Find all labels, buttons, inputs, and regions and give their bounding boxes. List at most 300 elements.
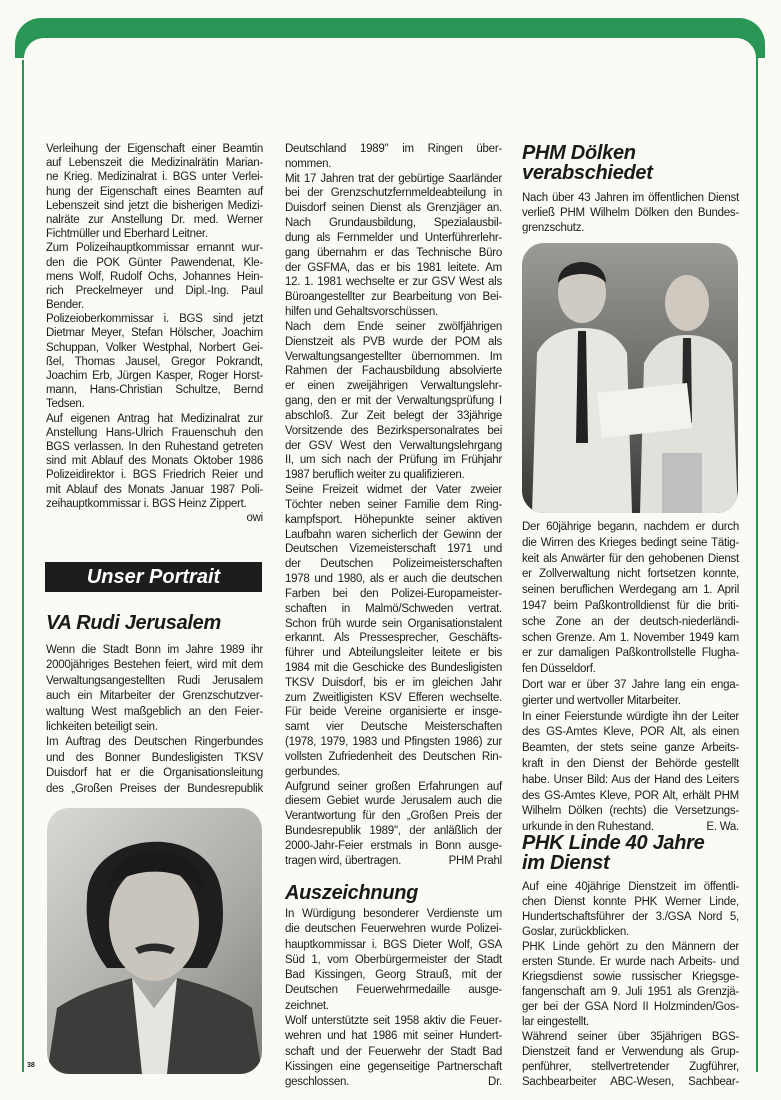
text-line bbox=[522, 970, 739, 985]
heading-phm-dolken-1: PHM Dölken bbox=[522, 142, 636, 164]
text-line bbox=[522, 1000, 739, 1015]
line-text: lar eingestellt. bbox=[522, 1016, 589, 1028]
line-text: Nach über 43 Jahren im öffentlichen Dienst bbox=[522, 192, 739, 204]
text-line bbox=[285, 1014, 502, 1029]
text-line bbox=[285, 1075, 502, 1090]
line-text: Wilhelm Dölken (rechts) die Versetzungs- bbox=[522, 805, 739, 818]
text-line bbox=[522, 773, 739, 789]
line-text: vollsten Zufriedenheit des Deutschen Rin- bbox=[285, 750, 502, 763]
text-line bbox=[46, 355, 263, 369]
line-text: Wenn die Stadt Bonn im Jahre 1989 ihr bbox=[46, 644, 263, 656]
text-line bbox=[46, 454, 263, 468]
line-text: keit als Anwärter für den gehobenen Dienst bbox=[522, 552, 739, 565]
line-text: Wolf unterstützte seit 1958 aktiv die Feuer- bbox=[285, 1015, 502, 1028]
text-line bbox=[522, 536, 739, 552]
line-text: auch ein Mitarbeiter der Grenzschutzver- bbox=[46, 690, 263, 703]
text-line bbox=[285, 350, 502, 365]
line-text: er Zollverwaltung nicht fortsetzen konnte, bbox=[522, 568, 739, 581]
line-text: gierter und wertvoller Mitarbeiter. bbox=[522, 694, 681, 707]
line-text: schaft und der Feuerwehr der Stadt Bad bbox=[285, 1045, 502, 1058]
text-line bbox=[46, 440, 263, 454]
text-line bbox=[285, 968, 502, 983]
line-text: seinen beruflichen Werdegang am 1. April bbox=[522, 584, 739, 597]
line-text: Hundertschaftsführer der 3./GSA Nord 5, bbox=[522, 911, 739, 923]
line-text: der Deutschen Polizeimeisterschaften bbox=[285, 558, 502, 571]
line-text: die deutschen Feuerwehren wurde Polizei- bbox=[285, 923, 502, 936]
line-text: mit Ablauf des Monats Januar 1987 Poli- bbox=[46, 483, 263, 496]
paragraph bbox=[285, 1014, 502, 1090]
text-line bbox=[46, 782, 263, 797]
line-text: ersten Stunde. Er wurde nach Arbeits- und bbox=[522, 956, 739, 968]
line-text: gang übernahm er das Technische Büro bbox=[285, 246, 502, 259]
line-text: ne Krieg. Medizinalrat i. BGS unter Verlei- bbox=[46, 171, 263, 184]
text-line bbox=[46, 369, 263, 383]
line-text: ger bei der GSA Nord II Holzminden/Gos- bbox=[522, 1001, 739, 1013]
text-line bbox=[46, 705, 263, 720]
line-text: Sachbearbeiter ABC-Wesen, Sachbear- bbox=[522, 1076, 739, 1088]
text-line bbox=[285, 231, 502, 246]
text-line bbox=[285, 261, 502, 276]
text-line bbox=[285, 824, 502, 839]
text-line bbox=[285, 907, 502, 922]
section-header-unser-portrait: Unser Portrait bbox=[45, 562, 262, 592]
line-text: Rahmen der Fachausbildung absolvierte bbox=[285, 365, 502, 378]
text-line bbox=[285, 453, 502, 468]
line-text: Nach Grundausbildung, Spezialausbil- bbox=[285, 217, 502, 230]
paragraph bbox=[285, 320, 502, 483]
heading-va-rudi-jerusalem: VA Rudi Jerusalem bbox=[46, 612, 221, 634]
text-line bbox=[285, 320, 502, 335]
text-line bbox=[285, 854, 502, 869]
text-line bbox=[285, 691, 502, 706]
paragraph bbox=[522, 1030, 739, 1090]
line-text: penführer, stellvertretender Zugführer, bbox=[522, 1061, 739, 1073]
text-line bbox=[285, 305, 502, 320]
text-line bbox=[522, 1045, 739, 1060]
line-text: Deutschen Vizemeisterschaft 1971 und bbox=[285, 543, 502, 556]
text-line bbox=[46, 142, 263, 156]
text-line bbox=[46, 185, 263, 199]
line-text: des „Großen Preises der Bundesrepublik bbox=[46, 782, 263, 795]
line-text: Polizeidirektor i. BGS Friedrich Reier und bbox=[46, 469, 263, 482]
text-line bbox=[522, 804, 739, 820]
line-text: die Wirren des Krieges bedingt seine Tätig- bbox=[522, 536, 739, 549]
line-text: Verantwortung für den „Großen Preis der bbox=[285, 810, 502, 823]
paragraph bbox=[46, 241, 263, 312]
paragraph bbox=[285, 907, 502, 1014]
article-auszeichnung bbox=[285, 907, 502, 1091]
line-text: Dienstzeit als PVB wurde der POM als bbox=[285, 335, 502, 348]
line-text: Lebenszeit sind jetzt die bisherigen Medizi- bbox=[46, 199, 263, 212]
author-signature: PHM Prahl bbox=[448, 854, 502, 867]
line-text: Joachim Erb, Jürgen Kasper, Roger Horst- bbox=[46, 370, 263, 382]
line-text: Während seiner über 35jährigen BGS- bbox=[522, 1031, 739, 1043]
text-line bbox=[285, 1045, 502, 1060]
paragraph bbox=[46, 643, 263, 735]
line-text: In einer Feierstunde würdigte ihn der Leiter bbox=[522, 710, 739, 723]
line-text: der GSV West den Verwaltungslehrgang bbox=[285, 439, 502, 452]
text-line bbox=[46, 270, 263, 284]
line-text: Laufbahn waren sicherlich der Gewinn der bbox=[285, 528, 502, 541]
heading-phk-linde-2: im Dienst bbox=[522, 852, 610, 874]
line-text: 12. 1. 1981 wechselte er zur GSV West als bbox=[285, 276, 502, 289]
page-number: 38 bbox=[27, 1062, 35, 1069]
line-text: und des Bonner Bundesligisten TKSV bbox=[46, 751, 263, 764]
text-line bbox=[46, 241, 263, 255]
line-text: Duisdorf hat er die Organisationsleitung bbox=[46, 767, 263, 780]
text-line bbox=[46, 170, 263, 184]
line-text: verließ PHM Wilhelm Dölken den Bundes- bbox=[522, 207, 739, 219]
text-line bbox=[285, 750, 502, 765]
line-text: II, um sich nach der Prüfung im Frühjahr bbox=[285, 454, 502, 467]
line-text: nalräte zur Anstellung Dr. med. Werner bbox=[46, 213, 263, 226]
paragraph bbox=[46, 412, 263, 526]
paragraph bbox=[522, 880, 739, 940]
line-text: Dort war er über 37 Jahre lang ein enga- bbox=[522, 678, 739, 691]
text-line bbox=[285, 557, 502, 572]
text-line bbox=[46, 751, 263, 766]
line-text: ßel, Thomas Jausel, Gregor Pokrandt, bbox=[46, 355, 263, 368]
paragraph bbox=[46, 312, 263, 411]
text-line bbox=[46, 298, 263, 312]
text-line bbox=[522, 552, 739, 568]
text-line bbox=[285, 364, 502, 379]
text-line bbox=[285, 705, 502, 720]
article-dolken-body bbox=[522, 520, 739, 836]
line-text: hilfen und Gehaltsvorschüssen. bbox=[285, 306, 438, 319]
line-text: Goslar, zurückblicken. bbox=[522, 926, 629, 938]
text-line bbox=[522, 615, 739, 631]
line-text: (1978, 1979, 1983 und Pfingsten 1986) zur bbox=[285, 736, 502, 749]
line-text: gang, den er mit der Verwaltungsprüfung I bbox=[285, 395, 502, 408]
line-text: urkunde in den Ruhestand. bbox=[522, 821, 654, 834]
text-line bbox=[46, 284, 263, 298]
text-line bbox=[46, 256, 263, 270]
line-text: gerbundes. bbox=[285, 765, 341, 778]
line-text: hauptkommissar i. BGS Dieter Wolf, GSA bbox=[285, 938, 502, 951]
line-text: rich Preckelmeyer und Dipl.-Ing. Paul bbox=[46, 284, 263, 297]
line-text: mann, Hans-Christian Schultze, Bernd bbox=[46, 384, 263, 397]
text-line bbox=[522, 725, 739, 741]
text-line bbox=[285, 483, 502, 498]
line-text: BGS verlassen. In den Ruhestand getreten bbox=[46, 440, 263, 453]
text-line bbox=[46, 383, 263, 397]
line-text: Töchter neben seiner Familie dem Ring- bbox=[285, 498, 502, 511]
text-line bbox=[522, 1030, 739, 1045]
line-text: er zur damaligen Paßkontrollstelle Flugha- bbox=[522, 647, 739, 660]
text-line bbox=[285, 839, 502, 854]
line-text: Bundesrepublik 1989", der anläßlich der bbox=[285, 825, 502, 838]
line-text: Der 60jährige begann, nachdem er durch bbox=[522, 521, 739, 533]
line-text: Büroangestellter zur Bearbeitung von Bei- bbox=[285, 291, 502, 304]
paragraph bbox=[285, 172, 502, 320]
text-line bbox=[285, 142, 502, 157]
text-line bbox=[285, 794, 502, 809]
line-text: Schon früh wurde sein Organisationstalent bbox=[285, 617, 502, 630]
text-line bbox=[46, 497, 263, 511]
text-line bbox=[285, 938, 502, 953]
text-line bbox=[522, 221, 739, 236]
line-text: Auf eigenen Antrag hat Medizinalrat zur bbox=[46, 412, 263, 425]
line-text: führer und Abteilungsleiter leitete er bis bbox=[285, 647, 502, 660]
line-text: Deutschen Feuerwehrmedaille ausge- bbox=[285, 984, 502, 997]
line-text: Im Auftrag des Deutschen Ringerbundes bbox=[46, 736, 263, 749]
text-line bbox=[46, 689, 263, 704]
frame-inner-mask bbox=[24, 38, 756, 98]
paragraph bbox=[522, 710, 739, 836]
line-text: Für beide Vereine organisierte er insge- bbox=[285, 706, 502, 719]
text-line bbox=[522, 789, 739, 805]
text-line bbox=[285, 661, 502, 676]
text-line bbox=[285, 409, 502, 424]
author-signature: Dr. bbox=[488, 1076, 502, 1089]
text-line bbox=[522, 757, 739, 773]
line-text: Anstellung Hans-Ulrich Frauenschuh den bbox=[46, 426, 263, 439]
line-text: Verleihung der Eigenschaft einer Beamtin bbox=[46, 143, 263, 155]
line-text: In Würdigung besonderer Verdienste um bbox=[285, 908, 502, 920]
article-dolken-intro bbox=[522, 191, 739, 236]
text-line bbox=[285, 216, 502, 231]
text-line bbox=[285, 513, 502, 528]
paragraph bbox=[46, 735, 263, 797]
photo-rudi-jerusalem bbox=[47, 808, 262, 1074]
text-line bbox=[285, 394, 502, 409]
text-line bbox=[285, 542, 502, 557]
text-line bbox=[522, 599, 739, 615]
line-text: 1987 beruflich weiter zu qualifizieren. bbox=[285, 469, 465, 482]
text-line bbox=[522, 710, 739, 726]
article-personalia bbox=[46, 142, 263, 525]
text-line bbox=[285, 275, 502, 290]
line-text: tragen wird, übertragen. bbox=[285, 854, 402, 867]
text-line bbox=[285, 983, 502, 998]
line-text: chen Dienst konnte PHK Werner Linde, bbox=[522, 896, 739, 908]
line-text: lichkeiten beteiligt sein. bbox=[46, 720, 158, 733]
text-line bbox=[285, 1029, 502, 1044]
paragraph bbox=[522, 940, 739, 1030]
article-rudi-jerusalem-continued bbox=[285, 142, 502, 869]
text-line bbox=[46, 213, 263, 227]
text-line bbox=[522, 741, 739, 757]
heading-auszeichnung: Auszeichnung bbox=[285, 882, 419, 904]
text-line bbox=[46, 735, 263, 750]
text-line bbox=[285, 172, 502, 187]
line-text: nommen. bbox=[285, 157, 332, 170]
line-text: des GS-Amtes Kleve, POR Alt, erhält PHM bbox=[522, 789, 739, 802]
text-line bbox=[46, 341, 263, 355]
line-text: 1947 beim Paßkontrolldienst für die briti- bbox=[522, 599, 739, 612]
line-text: waltung West maßgeblich an den Feier- bbox=[46, 705, 263, 718]
text-line bbox=[285, 290, 502, 305]
line-text: Deutschland 1989" im Ringen über- bbox=[285, 143, 502, 155]
text-line bbox=[46, 312, 263, 326]
text-line bbox=[522, 880, 739, 895]
line-text: den die POK Günter Pawendenat, Kle- bbox=[46, 256, 263, 269]
line-text: auf Lebenszeit die Medizinalrätin Marian- bbox=[46, 157, 263, 170]
line-text: sche Zone an der deutsch-niederländi- bbox=[522, 615, 739, 628]
paragraph bbox=[46, 142, 263, 241]
line-text: Nach dem Ende seiner zwölfjährigen bbox=[285, 320, 502, 333]
text-line bbox=[285, 335, 502, 350]
line-text: fangenschaft am 9. Juli 1951 als Grenzjä- bbox=[522, 986, 739, 998]
paragraph bbox=[285, 142, 502, 172]
text-line bbox=[46, 426, 263, 440]
text-line bbox=[285, 379, 502, 394]
line-text: Schuppan, Volker Westphal, Norbert Gei- bbox=[46, 341, 263, 354]
line-text: Dietmar Meyer, Stefan Hölscher, Joachim bbox=[46, 327, 263, 340]
line-text: dung als Fernmelder und Unterführerlehr- bbox=[285, 231, 502, 244]
text-line bbox=[46, 643, 263, 658]
line-text: Bad Kissingen, Georg Strauß, mit der bbox=[285, 969, 502, 982]
text-line bbox=[46, 156, 263, 170]
line-text: Vorsitzende des Bezirkspersonalrates bei bbox=[285, 424, 502, 437]
line-text: Duisdorf seinen Dienst als Grenzjäger an. bbox=[285, 202, 502, 215]
line-text: fen Düsseldorf. bbox=[522, 663, 596, 676]
article-rudi-jerusalem bbox=[46, 643, 263, 797]
text-line bbox=[285, 765, 502, 780]
text-line bbox=[522, 1015, 739, 1030]
author-signature: owi bbox=[246, 511, 263, 524]
line-text: Bender. bbox=[46, 299, 84, 312]
text-line bbox=[522, 985, 739, 1000]
text-line bbox=[522, 925, 739, 940]
line-text: Tedsen. bbox=[46, 398, 85, 411]
line-text: zeihauptkommissar i. BGS Heinz Zippert. bbox=[46, 497, 247, 510]
line-text: sind mit Ablauf des Monats Oktober 1986 bbox=[46, 455, 263, 468]
line-text: 1984 mit die Geschicke des Bundesligisten bbox=[285, 661, 502, 674]
text-line bbox=[522, 940, 739, 955]
line-text: Fichtmüller und Eberhard Leitner. bbox=[46, 228, 208, 241]
article-phk-linde bbox=[522, 880, 739, 1090]
text-line bbox=[285, 186, 502, 201]
text-line bbox=[522, 206, 739, 221]
text-line bbox=[285, 587, 502, 602]
line-text: Seine Freizeit widmet der Vater zweier bbox=[285, 484, 502, 497]
green-frame-left bbox=[22, 60, 24, 1072]
line-text: wehren und hat 1986 mit seiner Hundert- bbox=[285, 1030, 502, 1043]
text-line bbox=[285, 246, 502, 261]
line-text: zum Zweitligisten KSV Efferen wechselte. bbox=[285, 691, 502, 704]
line-text: samt vier Deutsche Meisterschaften bbox=[285, 721, 502, 734]
text-line bbox=[522, 1060, 739, 1075]
line-text: Verwaltungsangestellten Rudi Jerusalem bbox=[46, 674, 263, 687]
text-line bbox=[522, 646, 739, 662]
text-line bbox=[46, 720, 263, 735]
text-line bbox=[522, 955, 739, 970]
line-text: Süd 1, vom Oberbürgermeister der Stadt bbox=[285, 953, 502, 966]
line-text: schaften in Malmö/Schweden vertrat. bbox=[285, 602, 502, 615]
text-line bbox=[522, 694, 739, 710]
line-text: Verwaltungsangestellter übernommen. Im bbox=[285, 350, 502, 363]
text-line bbox=[522, 910, 739, 925]
text-line bbox=[285, 157, 502, 172]
line-text: Kissingen eine gegenseitige Partnerschaft bbox=[285, 1060, 502, 1073]
line-text: zeichnet. bbox=[285, 999, 329, 1012]
line-text: Aufgrund seiner großen Erfahrungen auf bbox=[285, 780, 502, 793]
text-line bbox=[285, 780, 502, 795]
text-line bbox=[522, 191, 739, 206]
paragraph bbox=[522, 678, 739, 710]
text-line bbox=[46, 412, 263, 426]
text-line bbox=[285, 1060, 502, 1075]
line-text: mens Wolf, Rudolf Ochs, Johannes Hein- bbox=[46, 270, 263, 283]
line-text: PHK Linde gehört zu den Männern der bbox=[522, 941, 739, 953]
text-line bbox=[285, 617, 502, 632]
line-text: der GSFMA, das er bis 1981 leitete. Am bbox=[285, 261, 502, 274]
text-line bbox=[46, 483, 263, 497]
text-line bbox=[285, 602, 502, 617]
line-text: 2000jähriges Bestehen feiert, wird mit dem bbox=[46, 659, 263, 672]
heading-phk-linde-1: PHK Linde 40 Jahre bbox=[522, 832, 705, 854]
text-line bbox=[285, 498, 502, 513]
text-line bbox=[46, 326, 263, 340]
line-text: schen Grenze. Am 1. November 1949 kam bbox=[522, 631, 739, 644]
text-line bbox=[46, 674, 263, 689]
green-frame-right bbox=[756, 40, 758, 1072]
line-text: Dienstzeit fand er Verwendung als Grup- bbox=[522, 1046, 739, 1058]
text-line bbox=[285, 999, 502, 1014]
line-text: habe. Unser Bild: Aus der Hand des Leiters bbox=[522, 773, 739, 786]
line-text: 2000-Jahr-Feier erstmals in Bonn ausge- bbox=[285, 839, 502, 852]
paragraph bbox=[522, 520, 739, 678]
text-line bbox=[285, 720, 502, 735]
text-line bbox=[522, 583, 739, 599]
text-line bbox=[46, 397, 263, 411]
line-text: diesem Gebiet wurde Jerusalem auch die bbox=[285, 795, 502, 808]
text-line bbox=[285, 572, 502, 587]
photo-dolken-ceremony bbox=[522, 243, 738, 513]
line-text: Polizeioberkommissar i. BGS sind jetzt bbox=[46, 313, 263, 326]
line-text: kampfsport. Höhepunkte seiner aktiven bbox=[285, 513, 502, 526]
line-text: erkannt. Als Pressesprecher, Geschäfts- bbox=[285, 632, 502, 645]
line-text: grenzschutz. bbox=[522, 222, 585, 234]
line-text: Kriegsdienst sowie russischer Kriegsge- bbox=[522, 971, 739, 983]
line-text: er einen zweijährigen Verwaltungslehr- bbox=[285, 380, 502, 393]
text-line bbox=[522, 662, 739, 678]
text-line bbox=[46, 658, 263, 673]
line-text: Zum Polizeihauptkommissar ernannt wur- bbox=[46, 242, 263, 255]
text-line bbox=[46, 468, 263, 482]
line-text: geschlossen. bbox=[285, 1076, 350, 1089]
text-line bbox=[522, 567, 739, 583]
line-text: TKSV Duisdorf, bis er im gleichen Jahr bbox=[285, 676, 502, 689]
text-line bbox=[285, 631, 502, 646]
text-line bbox=[285, 439, 502, 454]
paragraph bbox=[285, 483, 502, 780]
text-line bbox=[46, 199, 263, 213]
paragraph bbox=[522, 191, 739, 236]
text-line bbox=[285, 676, 502, 691]
line-text: hung der Eigenschaft eines Beamten auf bbox=[46, 185, 263, 198]
line-text: Auf eine 40jährige Dienstzeit im öffentli- bbox=[522, 881, 739, 893]
line-text: des GS-Amtes Kleve, POR Alt, als einen bbox=[522, 726, 739, 739]
paragraph bbox=[285, 780, 502, 869]
text-line bbox=[522, 1075, 739, 1090]
text-line bbox=[285, 528, 502, 543]
line-text: 1978 und 1980, als er auch die deutschen bbox=[285, 573, 502, 586]
text-line bbox=[285, 953, 502, 968]
text-line bbox=[522, 631, 739, 647]
line-text: Farben bei den Polizei-Europameister- bbox=[285, 587, 502, 600]
author-signature: E. Wa. bbox=[706, 821, 739, 834]
text-line bbox=[522, 520, 739, 536]
text-line bbox=[285, 424, 502, 439]
line-text: bei der Grenzschutzfernmeldeabteilung in bbox=[285, 187, 502, 200]
line-text: abschloß. Zur Zeit belegt der 33jährige bbox=[285, 409, 502, 422]
text-line bbox=[285, 809, 502, 824]
text-line bbox=[522, 895, 739, 910]
heading-phm-dolken-2: verabschiedet bbox=[522, 162, 653, 184]
